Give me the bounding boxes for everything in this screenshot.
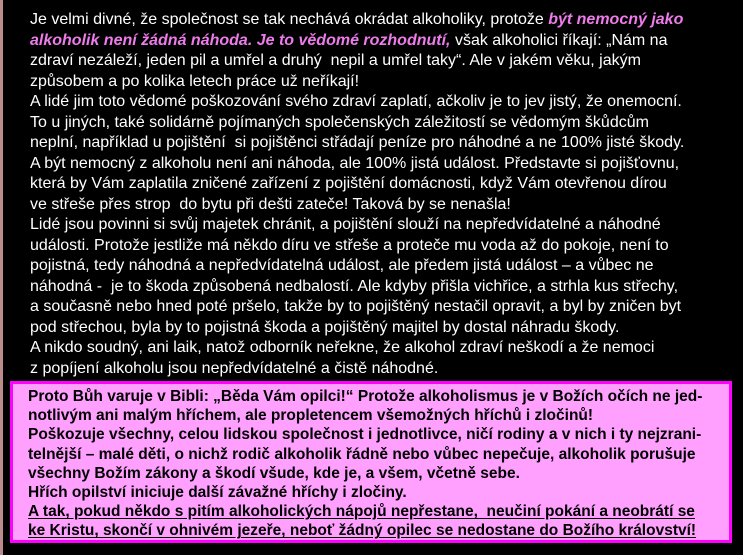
text-run: To u jiných, také solidárně pojímaných společenských záležitostí se vědomým škůdcům: [30, 113, 649, 131]
text-run: náhodná - je to škoda způsobená nedbalostí. Ale kdyby přišla vichřice, a strhla kus střechy,: [30, 277, 679, 295]
text-line: [30, 318, 740, 339]
text-line: [30, 113, 740, 134]
main-text-block: [30, 10, 740, 379]
text-line: [30, 133, 740, 154]
text-run: z popíjení alkoholu jsou nepředvídatelné a čistě náhodné.: [30, 359, 439, 377]
text-run: a současně nebo hned poté pršelo, takže by to pojištěný nestačil opravit, a byl by zničen byt: [30, 298, 682, 315]
text-run: ve střeše přes strop do bytu při dešti zateče! Taková by se nenašla!: [30, 195, 511, 213]
highlighted-phrase: být nemocný jako: [548, 11, 684, 28]
text-run: pod střechou, byla by to pojistná škoda a pojištěný majitel by dostal náhradu škody.: [30, 318, 620, 336]
text-run: A lidé jim toto vědomé poškozování svého zdraví zaplatí, ačkoliv je to jev jistý, že onemocní.: [30, 93, 682, 110]
text-run: A nikdo soudný, ani laik, natož odborník neřekne, že alkohol zdraví neškodí a že nemoci: [30, 339, 655, 356]
text-line: [30, 359, 740, 380]
text-run: události. Protože jestliže má někdo díru ve střeše a proteče mu voda až do pokoje, není to: [30, 236, 669, 254]
warning-line: všechny Božím zákony a škodí všude, kde je, a všem, včetně sebe.: [28, 464, 520, 482]
text-line: [30, 154, 740, 175]
text-line: [30, 236, 740, 257]
text-line: [30, 92, 740, 113]
text-run: Lidé jsou povinni si svůj majetek chránit, a pojištění slouží na nepředvídatelné a náhodné: [30, 216, 661, 233]
highlighted-phrase: alkoholik není žádná náhoda. Je to vědomé rozhodnutí,: [30, 31, 451, 49]
text-line: [30, 338, 740, 359]
warning-line-underlined: A tak, pokud někdo s pitím alkoholických nápojů nepřestane, neučiní pokání a neobrátí se: [28, 503, 695, 521]
text-line: [30, 174, 740, 195]
bible-warning-box: [10, 381, 732, 543]
text-line: [30, 215, 740, 236]
text-line: [30, 31, 740, 52]
text-run: zdraví nezáleží, jeden pil a umřel a druhý nepil a umřel taky“. Ale v jakém věku, jakým: [30, 52, 641, 69]
text-line: [30, 277, 740, 298]
text-line: [30, 256, 740, 277]
text-run: Je velmi divné, že společnost se tak nechává okrádat alkoholiky, protože: [30, 11, 549, 28]
text-run: A být nemocný z alkoholu není ani náhoda, ale 100% jistá událost. Představte si pojišťovnu,: [30, 154, 680, 172]
text-line: [30, 297, 740, 318]
text-run: však alkoholici říkají: „Nám na: [450, 31, 668, 49]
warning-line: Hřích opilství iniciuje další závažné hříchy i zločiny.: [28, 484, 407, 502]
warning-line: Proto Bůh varuje v Bibli: „Běda Vám opilci!“ Protože alkoholismus je v Božích očích ne jed-: [28, 388, 703, 405]
left-edge-strip: [0, 0, 3, 555]
text-run: neplní, například u pojištění si pojištěnci střádají peníze pro náhodné a ne 100% jisté škody.: [30, 134, 685, 151]
warning-line: telnější – malé děti, o nichž rodič alkoholik řádně nebo vůbec nepečuje, alkoholik porušuje: [28, 445, 696, 463]
text-line: [30, 10, 740, 31]
text-line: [30, 72, 740, 93]
warning-line-underlined: ke Kristu, skončí v ohnivém jezeře, neboť žádný opilec se nedostane do Božího království!: [28, 522, 697, 540]
text-line: [30, 195, 740, 216]
text-run: která by Vám zaplatila zničené zařízení z pojištění domácnosti, když Vám otevřenou dírou: [30, 175, 667, 192]
text-line: [30, 51, 740, 72]
warning-line: notlivým ani malým hříchem, ale propletencem všemožných hříchů i zločinů!: [28, 407, 594, 425]
text-run: pojistná, tedy náhodná a nepředvídatelná událost, ale předem jistá událost – a vůbec ne: [30, 257, 654, 274]
text-run: způsobem a po kolika letech práce už neříkají!: [30, 72, 360, 90]
warning-line: Poškozuje všechny, celou lidskou společnost i jednotlivce, ničí rodiny a v nich i ty nejzrani-: [28, 426, 702, 444]
